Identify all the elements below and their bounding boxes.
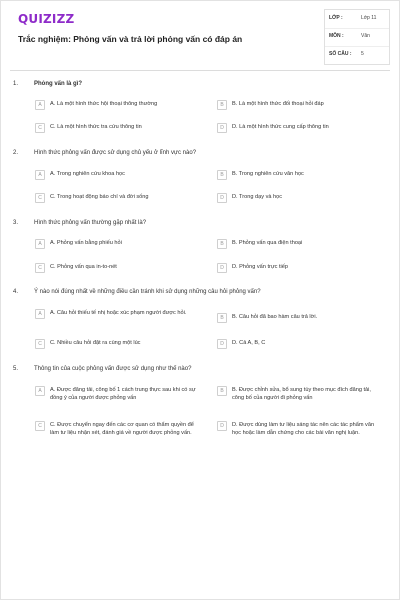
option-text: A. Trong nghiên cứu khoa học (50, 171, 125, 177)
option-letter-box: A (35, 239, 45, 249)
option-letter-box: A (35, 309, 45, 319)
option-text: D. Là một hình thức cung cấp thông tin (232, 124, 329, 130)
option-letter-box: B (217, 313, 227, 323)
question-number: 3. (13, 220, 19, 226)
option-text: C. Được chuyển ngay đến các cơ quan có thẩm quyền để làm tư liệu nhận xét, đánh giá về người được phỏng vấn. (50, 422, 194, 436)
option-letter-box: C (35, 263, 45, 273)
option-text: B. Là một hình thức đối thoại hỏi đáp (232, 101, 324, 107)
option-letter-box: B (217, 239, 227, 249)
option-letter-box: A (35, 170, 45, 180)
option-text: B. Được chỉnh sửa, bổ sung tùy theo mục đích đăng tải, công bố của người đi phỏng vấn (232, 387, 371, 401)
meta-value: Văn (361, 33, 370, 39)
option-letter-box: C (35, 123, 45, 133)
worksheet-title: Trắc nghiệm: Phỏng vấn và trả lời phỏng vấn có đáp án (18, 34, 243, 44)
option-text: D. Trong dạy và học (232, 194, 283, 200)
option-text: D. Được dùng làm tư liệu sáng tác nên các tác phẩm văn học hoặc làm dẫn chứng cho các bài văn nghị luận. (232, 422, 375, 436)
option-letter-box: C (35, 193, 45, 203)
option-text: B. Trong nghiên cứu văn học (232, 171, 304, 177)
option-text: C. Trong hoạt động báo chí và đời sống (50, 194, 149, 200)
question-number: 4. (13, 289, 19, 295)
option-letter-box: D (217, 421, 227, 431)
option-text: D. Phỏng vấn trực tiếp (232, 264, 288, 270)
option-letter-box: B (217, 100, 227, 110)
question-number: 2. (13, 150, 19, 156)
meta-value: 5 (361, 51, 364, 57)
meta-row-class (325, 10, 389, 29)
quizizz-logo: QUIZIZZ (18, 12, 75, 26)
option-text: C. Phỏng vấn qua in-to-nét (50, 264, 117, 270)
meta-box (324, 9, 390, 65)
option-text: A. Là một hình thức hội thoại thông thường (50, 101, 158, 107)
option-text: C. Là một hình thức tra cứu thông tin (50, 124, 142, 130)
option-letter-box: B (217, 170, 227, 180)
option-text: A. Câu hỏi thiếu tế nhị hoặc xúc phạm người được hỏi. (50, 310, 187, 316)
option-letter-box: C (35, 421, 45, 431)
option-text: A. Được đăng tải, công bố 1 cách trung thực sau khi có sự đồng ý của người được phỏng vấn (50, 387, 196, 401)
meta-key: SỐ CÂU : (329, 51, 352, 57)
question-text: Phỏng vấn là gì? (34, 81, 83, 87)
meta-row-count (325, 46, 389, 64)
option-letter-box: C (35, 339, 45, 349)
option-text: A. Phỏng vấn bằng phiếu hỏi (50, 240, 122, 246)
question-text: Ý nào nói đúng nhất về những điều cần tránh khi sử dụng những câu hỏi phỏng vấn? (34, 289, 261, 295)
worksheet-header (10, 9, 390, 65)
meta-key: LỚP : (329, 15, 343, 21)
option-text: B. Phỏng vấn qua điện thoại (232, 240, 303, 246)
option-letter-box: D (217, 193, 227, 203)
meta-key: MÔN : (329, 33, 344, 39)
question-text: Hình thức phỏng vấn thường gặp nhất là? (34, 220, 147, 226)
option-letter-box: D (217, 123, 227, 133)
option-text: B. Câu hỏi đã bao hàm câu trả lời. (232, 314, 318, 320)
meta-row-subject (325, 28, 389, 47)
question-text: Thông tin của cuộc phỏng vấn được sử dụng như thế nào? (34, 366, 192, 372)
meta-value: Lớp 11 (361, 15, 377, 21)
option-letter-box: D (217, 339, 227, 349)
option-letter-box: A (35, 100, 45, 110)
question-number: 5. (13, 366, 19, 372)
option-letter-box: D (217, 263, 227, 273)
header-divider (10, 70, 390, 71)
question-number: 1. (13, 81, 19, 87)
option-letter-box: A (35, 386, 45, 396)
option-text: C. Nhiều câu hỏi đặt ra cùng một lúc (50, 340, 141, 346)
option-text: D. Cả A, B, C (232, 340, 266, 346)
option-letter-box: B (217, 386, 227, 396)
question-text: Hình thức phỏng vấn được sử dụng chủ yếu ở lĩnh vực nào? (34, 150, 197, 156)
